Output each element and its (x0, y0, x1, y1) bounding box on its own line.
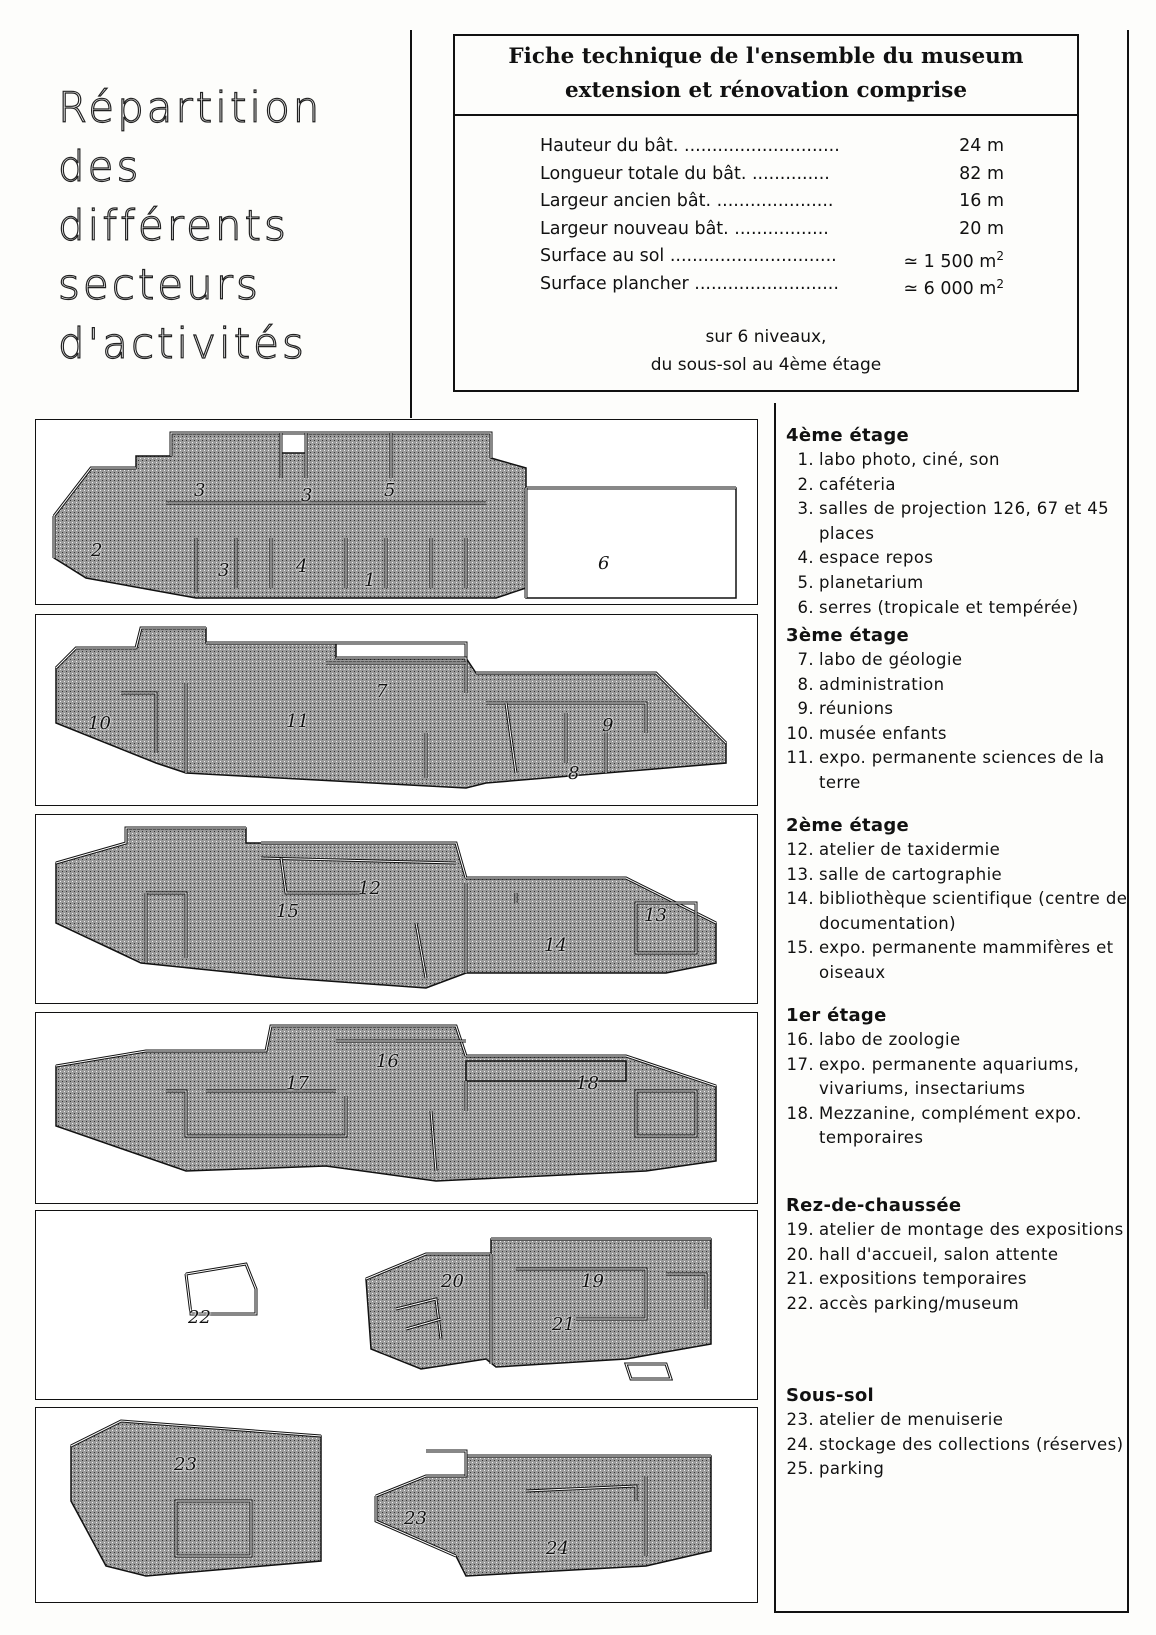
title-line: secteurs (58, 260, 261, 309)
tech-title-line1: Fiche technique de l'ensemble du museum (508, 44, 1024, 69)
legend-item-number: 9. (797, 699, 814, 719)
floor-plan-1er (35, 1012, 758, 1204)
legend-item (786, 571, 1146, 596)
legend-item-text: espace repos (819, 548, 934, 568)
legend-item-text: salle de cartographie (819, 864, 1003, 884)
legend-heading: 3ème étage (786, 625, 910, 646)
legend-item-number: 19. (786, 1220, 814, 1239)
legend-item-number: 15. (786, 938, 814, 958)
tech-row-label: Surface plancher .......................... (540, 273, 839, 294)
tech-row-label: Surface au sol .............................. (540, 246, 837, 266)
tech-note-line2: du sous-sol au 4ème étage (650, 355, 882, 375)
tech-row-label: Hauteur du bât. ............................ (540, 136, 840, 156)
legend-section (786, 1193, 1146, 1316)
legend-item-number: 18. (786, 1103, 814, 1123)
legend-item-text: planetarium (819, 572, 924, 592)
legend-item-text: expositions temporaires (819, 1269, 1027, 1289)
legend-item-number: 21. (786, 1269, 814, 1289)
legend-item-text: atelier de montage des expositions (819, 1220, 1124, 1239)
legend-item-number: 6. (797, 597, 814, 617)
tech-row (540, 271, 1010, 299)
legend-item-number: 7. (797, 650, 814, 669)
tech-row (540, 188, 1010, 216)
legend-item (786, 596, 1146, 621)
floor-room-number: 5 (384, 480, 396, 501)
tech-row-value (959, 133, 1004, 161)
legend-item (786, 1267, 1146, 1292)
floor-wall (426, 1451, 466, 1476)
floor-plan-sous-sol (35, 1407, 758, 1603)
tech-sheet-rows (540, 133, 1010, 298)
legend-item-text: stockage des collections (réserves) (819, 1434, 1124, 1454)
title-line: des (58, 142, 142, 191)
floor-room-number: 15 (276, 901, 299, 922)
legend-item-number: 11. (786, 748, 814, 768)
tech-sheet-separator (455, 114, 1077, 116)
legend-item-number: 13. (786, 864, 814, 884)
legend-item-text: labo photo, ciné, son (819, 450, 1000, 469)
legend-item (786, 1028, 1146, 1053)
floor-room-number: 3 (301, 485, 313, 506)
legend-item-text: accès parking/museum (819, 1293, 1020, 1313)
floor-drawing (36, 1408, 757, 1602)
tech-row-value (959, 188, 1004, 216)
floor-room-number: 7 (376, 681, 388, 702)
legend-item-text: musée enfants (819, 723, 947, 743)
floor-area (71, 1421, 321, 1576)
legend-item-text: atelier de taxidermie (819, 840, 1001, 859)
floor-drawing (36, 420, 757, 604)
legend-item-text: parking (819, 1459, 885, 1479)
legend-item (786, 1457, 1146, 1482)
floor-room-number: 21 (552, 1314, 575, 1335)
floor-wall-top (626, 1364, 671, 1379)
tech-sheet-title (455, 36, 1077, 108)
legend-item (786, 448, 1146, 473)
legend-bottom-border (774, 1611, 1129, 1613)
legend-item (786, 1433, 1146, 1458)
legend-item (786, 887, 1146, 936)
legend-item-text: caféteria (819, 474, 896, 494)
floor-room-number: 19 (581, 1271, 604, 1292)
legend-item-number: 10. (786, 723, 814, 743)
floor-plan-rez-de-chaussee (35, 1210, 758, 1400)
legend-item-text: réunions (819, 699, 894, 719)
floor-wall (626, 1364, 671, 1379)
floor-room-number: 8 (568, 763, 580, 784)
legend-item-number: 1. (797, 450, 814, 469)
floor-area (526, 488, 736, 598)
floor-room-number: 13 (644, 905, 667, 926)
floor-plan-2eme (35, 814, 758, 1004)
title-line: différents (58, 201, 289, 250)
legend-item (786, 473, 1146, 498)
legend-item (786, 1102, 1146, 1151)
legend-heading: Rez-de-chaussée (786, 1195, 962, 1216)
legend-section (786, 1383, 1146, 1482)
legend-item-text: expo. permanente sciences de la terre (819, 748, 1105, 792)
floor-room-number: 6 (598, 553, 610, 574)
legend-item-text: serres (tropicale et tempérée) (819, 597, 1079, 617)
tech-sheet-note (455, 323, 1077, 379)
floor-room-number: 12 (358, 878, 381, 899)
tech-row-superscript: 2 (996, 249, 1004, 263)
legend-section (786, 423, 1146, 620)
floor-room-number: 18 (576, 1073, 599, 1094)
floor-drawing (36, 1013, 757, 1203)
legend-item (786, 936, 1146, 985)
floor-drawing (36, 1211, 757, 1399)
floor-room-number: 3 (218, 560, 230, 581)
legend-item-text: administration (819, 674, 945, 694)
floor-room-number: 23 (404, 1508, 427, 1529)
floor-room-number: 14 (544, 935, 567, 956)
floor-area (466, 1061, 626, 1081)
legend-item-text: labo de zoologie (819, 1030, 961, 1049)
legend-heading: 4ème étage (786, 425, 910, 446)
page-title (58, 78, 388, 373)
legend-item (786, 546, 1146, 571)
legend-item-text: atelier de menuiserie (819, 1410, 1004, 1429)
floor-area (54, 433, 526, 598)
legend-item (786, 722, 1146, 747)
floor-room-number: 11 (286, 711, 309, 732)
tech-row-value-text: 16 m (959, 191, 1004, 211)
tech-row-value-text: 20 m (959, 218, 1004, 239)
legend-item-text: labo de géologie (819, 650, 963, 669)
legend-item-number: 5. (797, 572, 814, 592)
legend-item (786, 648, 1146, 673)
tech-row-value-text: 24 m (959, 136, 1004, 156)
legend-item-number: 8. (797, 674, 814, 694)
title-line: d'activités (58, 319, 307, 368)
tech-row (540, 161, 1010, 189)
legend-item-number: 20. (786, 1244, 814, 1264)
legend-item-number: 12. (786, 840, 814, 859)
legend-item-text: expo. permanente aquariums, vivariums, insectariums (819, 1054, 1080, 1099)
legend-item (786, 497, 1146, 546)
legend-item-text: hall d'accueil, salon attente (819, 1244, 1059, 1264)
legend-item-number: 2. (797, 474, 814, 494)
tech-note-line1: sur 6 niveaux, (705, 327, 827, 347)
floor-room-number: 17 (286, 1073, 309, 1094)
legend-item-text: salles de projection 126, 67 et 45 places (819, 499, 1110, 543)
floor-plan-4eme (35, 419, 758, 605)
legend-item-text: bibliothèque scientifique (centre de documentation) (819, 889, 1128, 933)
floor-room-number: 24 (546, 1538, 569, 1559)
floor-plan-3eme (35, 614, 758, 806)
tech-row-label: Largeur ancien bât. ..................... (540, 191, 834, 211)
legend-heading: 1er étage (786, 1005, 887, 1026)
tech-sheet (453, 34, 1079, 392)
legend-section (786, 813, 1146, 986)
legend-item (786, 863, 1146, 888)
tech-row-value-text: ≃ 6 000 m (903, 279, 997, 300)
tech-row-value-text: 82 m (959, 163, 1004, 184)
legend-item-number: 3. (797, 499, 814, 519)
floor-room-number: 16 (376, 1051, 399, 1072)
floor-room-number: 4 (296, 556, 308, 577)
legend-section (786, 1003, 1146, 1151)
legend-item-number: 25. (786, 1459, 814, 1479)
legend-item-text: expo. permanente mammifères et oiseaux (819, 938, 1114, 982)
legend-item (786, 1218, 1146, 1243)
floor-wall-top (426, 1451, 466, 1476)
tech-row-label: Largeur nouveau bât. ................. (540, 218, 829, 239)
floor-room-number: 20 (441, 1271, 464, 1292)
legend-item (786, 1243, 1146, 1268)
floor-room-number: 3 (194, 480, 206, 501)
legend-item (786, 838, 1146, 863)
legend-item-number: 14. (786, 889, 814, 909)
legend-item-number: 23. (786, 1410, 814, 1429)
tech-row (540, 216, 1010, 244)
floor-room-number: 1 (364, 570, 376, 591)
floor-room-number: 23 (174, 1454, 197, 1475)
floor-area (56, 828, 716, 988)
title-line: Répartition (58, 83, 323, 132)
legend-item-text: Mezzanine, complément expo. temporaires (819, 1103, 1082, 1148)
legend-item (786, 697, 1146, 722)
tech-title-line2: extension et rénovation comprise (564, 78, 967, 103)
legend-item-number: 4. (797, 548, 814, 568)
legend-item (786, 746, 1146, 795)
legend-heading: Sous-sol (786, 1385, 874, 1406)
tech-row-superscript: 2 (996, 276, 1004, 291)
tech-row (540, 133, 1010, 161)
tech-row-value-text: ≃ 1 500 m (903, 251, 997, 272)
floor-room-number: 10 (88, 713, 111, 734)
tech-row (540, 243, 1010, 271)
legend-item-number: 22. (786, 1293, 814, 1313)
floor-room-number: 2 (91, 540, 103, 561)
floor-room-number: 9 (602, 715, 614, 736)
tech-row-value (959, 161, 1004, 189)
legend-left-border (774, 403, 776, 1613)
divider-top-vertical (410, 30, 412, 418)
legend-item (786, 1053, 1146, 1102)
floor-drawing (36, 615, 757, 805)
legend-item-number: 24. (786, 1434, 814, 1454)
legend-section (786, 623, 1146, 796)
tech-row-label: Longueur totale du bât. .............. (540, 163, 830, 184)
legend-item (786, 673, 1146, 698)
legend-item-number: 17. (786, 1054, 814, 1074)
floor-area (56, 1026, 716, 1181)
tech-row-value (959, 216, 1004, 244)
legend-item (786, 1292, 1146, 1317)
tech-row-value (903, 271, 1004, 304)
legend-item (786, 1408, 1146, 1433)
floor-room-number: 22 (188, 1307, 211, 1328)
legend-item-number: 16. (786, 1030, 814, 1049)
legend-heading: 2ème étage (786, 815, 910, 836)
